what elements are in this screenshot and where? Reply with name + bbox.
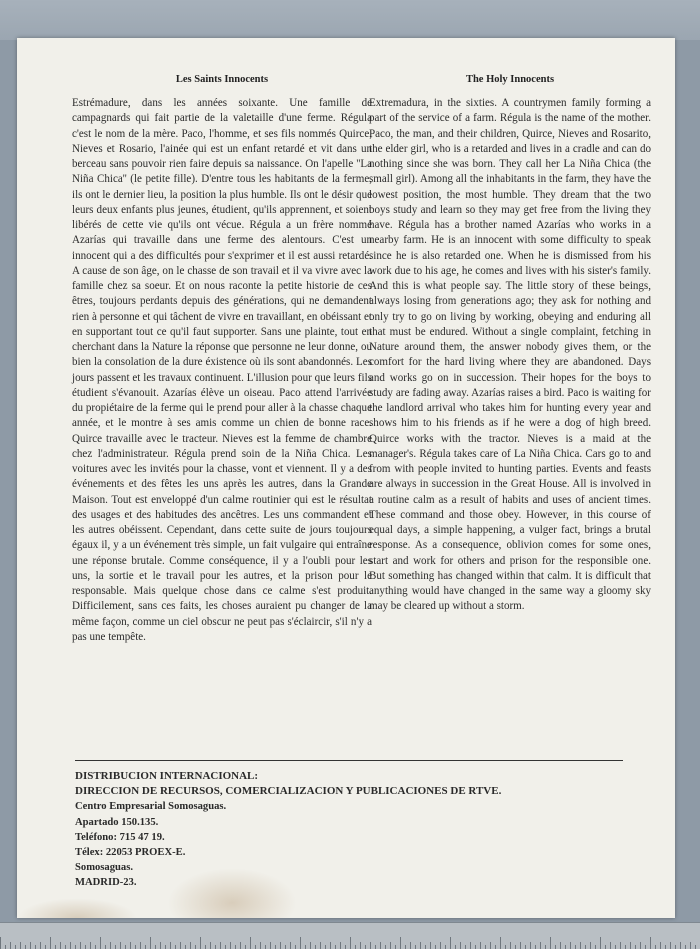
- ruler-tick: [320, 942, 321, 949]
- ruler-tick: [375, 945, 376, 949]
- document-sheet: [17, 38, 675, 918]
- ruler-tick: [145, 945, 146, 949]
- ruler-tick: [675, 945, 676, 949]
- ruler-tick: [365, 945, 366, 949]
- ruler-tick: [575, 945, 576, 949]
- ruler-tick: [280, 942, 281, 949]
- ruler-tick: [665, 945, 666, 949]
- ruler-tick: [65, 945, 66, 949]
- ruler-tick: [215, 945, 216, 949]
- ruler-tick: [255, 945, 256, 949]
- ruler-tick: [570, 942, 571, 949]
- ruler-tick: [35, 945, 36, 949]
- ruler-tick: [80, 942, 81, 949]
- ruler-tick: [140, 942, 141, 949]
- ruler-tick: [330, 942, 331, 949]
- ruler-tick: [445, 945, 446, 949]
- ruler-tick: [235, 945, 236, 949]
- ruler-tick: [505, 945, 506, 949]
- ruler-tick: [225, 945, 226, 949]
- ruler-tick: [395, 945, 396, 949]
- ruler-tick: [490, 942, 491, 949]
- ruler-tick: [465, 945, 466, 949]
- ruler-tick: [595, 945, 596, 949]
- ruler-tick: [540, 942, 541, 949]
- ruler-tick: [640, 942, 641, 949]
- ruler-tick: [45, 945, 46, 949]
- ruler-tick: [20, 942, 21, 949]
- ruler-tick: [530, 942, 531, 949]
- ruler-tick: [475, 945, 476, 949]
- ruler-tick: [380, 942, 381, 949]
- ruler-tick: [560, 942, 561, 949]
- ruler-tick: [10, 942, 11, 949]
- ruler-tick: [195, 945, 196, 949]
- ruler-tick: [400, 937, 401, 949]
- ruler-tick: [435, 945, 436, 949]
- ruler-tick: [370, 942, 371, 949]
- distribution-block: [75, 769, 635, 891]
- ruler-tick: [555, 945, 556, 949]
- ruler-tick: [510, 942, 511, 949]
- ruler-tick: [130, 942, 131, 949]
- left-column-body: Estrémadure, dans les années soixante. Une famille de campagnards qui fait partie de la valetaille d'une ferme. Régula c'est le nom de la mère. Paco, l'homme, et ses fils nommés Quirce, Nieves et Rosario, l'ainée qui est un enfant retardé et vit dans un berceau sans pouvoir rien faire depuis sa naissance. On l'apelle ''La Niña Chica'' (le petite fille). D'entre tous les habitants de la ferme, ils ont le dernier lieu, la position la plus humble. Ils ont le désir que leurs deux enfants plus jeunes, étudient, qu'ils apprennent, et soient libérés de cette vie qu'ils ont vécue. Régula a un frère nommé Azarías qui travaille dans une ferme des alentours. C'est un innocent qui a des difficultés pour s'exprimer et il est aussi retardé. A cause de son âge, on le chasse de son travail et il va vivre avec la famille chez sa soeur. Et on nous raconte la petite historie de ces êtres, toujours perdants depuis des générations, qui ne demandent rien à personne et qui tâchent de vivre en travaillant, en obéissant et en supportant tout ce qu'il faut supporter. Sans une plainte, tout en cherchant dans la Nature la réponse que personne ne leur donne, ou bien la consolation de la dure éxistence où ils sont abandonnés. Les jours passent et les travaux continuent. L'illusion pour que leurs fils étudient s'évanouit. Azarías élève un oiseau. Paco attend l'arrivée du propiétaire de la ferme qui le prend pour aller à la chasse chaque année, et le montre à ses amis comme un chien de bonne race. Quirce travaille avec le tracteur. Nieves est la femme de chambre chez l'administrateur. Régula prend soin de la Niña Chica. Les voitures avec les invités pour la chasse, vont et viennent. Il y a des événements et des fêtes les uns après les autres, dans la Grande Maison. Tout est enveloppé d'un calme routinier qui est le résultat des usages et des habitudes des ancêtres. Les uns commandent et les autres obéissent. Cependant, dans cette suite de jours toujours égaux il, y a un événement très simple, un fait vulgaire qui entraîne une réponse brutale. Comme conséquence, il y a l'oubli pour les uns, la sortie et le travail pour les autres, et la prison pour le responsable. Mais quelque chose dans ce calme s'est produit. Difficilement, sans ces faits, les choses auraient pu changer de la même façon, comme un ciel obscur ne peut pas s'éclaircir, s'il n'y a pas une tempête.: [72, 97, 372, 643]
- telex-line: Télex: 22053 PROEX-E.: [75, 847, 186, 859]
- ruler-tick: [430, 942, 431, 949]
- ruler-tick: [690, 942, 691, 949]
- ruler-tick: [325, 945, 326, 949]
- ruler-tick: [580, 942, 581, 949]
- ruler-tick: [695, 945, 696, 949]
- ruler-tick: [390, 942, 391, 949]
- ruler-tick: [335, 945, 336, 949]
- ruler-tick: [165, 945, 166, 949]
- address-line: Somosaguas.: [75, 862, 133, 874]
- ruler-tick: [15, 945, 16, 949]
- ruler-tick: [25, 945, 26, 949]
- ruler-tick: [240, 942, 241, 949]
- ruler-tick: [450, 937, 451, 949]
- ruler-tick: [260, 942, 261, 949]
- ruler-tick: [460, 942, 461, 949]
- ruler-tick: [455, 945, 456, 949]
- ruler-tick: [175, 945, 176, 949]
- ruler-tick: [620, 942, 621, 949]
- ruler-tick: [355, 945, 356, 949]
- ruler-tick: [200, 937, 201, 949]
- ruler-tick: [425, 945, 426, 949]
- ruler-tick: [630, 942, 631, 949]
- ruler-tick: [205, 945, 206, 949]
- ruler-tick: [350, 937, 351, 949]
- ruler: [0, 922, 700, 949]
- city-line: MADRID-23.: [75, 877, 137, 889]
- ruler-tick: [70, 942, 71, 949]
- ruler-tick: [500, 937, 501, 949]
- ruler-tick: [110, 942, 111, 949]
- ruler-tick: [275, 945, 276, 949]
- ruler-tick: [155, 945, 156, 949]
- ruler-tick: [600, 937, 601, 949]
- ruler-tick: [125, 945, 126, 949]
- ruler-tick: [385, 945, 386, 949]
- ruler-tick: [625, 945, 626, 949]
- background-board: [0, 0, 700, 40]
- ruler-tick: [230, 942, 231, 949]
- divider-line: [75, 760, 623, 761]
- ruler-tick: [520, 942, 521, 949]
- ruler-tick: [95, 945, 96, 949]
- ruler-tick: [270, 942, 271, 949]
- ruler-tick: [660, 942, 661, 949]
- ruler-tick: [525, 945, 526, 949]
- ruler-tick: [405, 945, 406, 949]
- ruler-tick: [480, 942, 481, 949]
- ruler-tick: [100, 937, 101, 949]
- ruler-tick: [85, 945, 86, 949]
- ruler-tick: [415, 945, 416, 949]
- right-column-body: Extremadura, in the sixties. A countrymen family forming a part of the service of a farm. Régula is the name of the mother. Paco, the man, and their children, Quirce, Nieves and Rosarito, the elder girl, who is a retarded and lives in a cradle and can do nothing since she was born. They call her La Niña Chica (the small girl). Among all the inhabitants in the farm, they have the lowest position, the most humble. They dream that the two boys study and learn so they may get free from the living they have. Régula has a brother named Azarías who works in a nearby farm. He is an innocent with some difficulty to speak since he is also retarded one. When he is dismissed from his work due to his age, he comes and lives with his sister's family. And this is what people say. The little story of these beings, always losing from generations ago; they ask for nothing and only try to go on living by working, obeying and enduring all that must be endured. Without a single complaint, fetching in Nature around them, the answer nobody gives them, or the comfort for the hard living where they are abandoned. Days and works go on in succession. Their hopes for the boys to study are fading away. Azarías raises a bird. Paco is waiting for the landlord arrival who takes him for hunting every year and shows him to his friends as if he were a dog of high breed. Quirce works with the tractor. Nieves is a maid at the manager's. Régula takes care of La Niña Chica. Cars go to and from with people invited to hunting parties. Events and feasts are always in succession in the Great House. All is involved in a routine calm as a result of habits and uses of ancient times. These command and those obey. However, in this course of equal days, a simple happening, a vulger fact, brings a brutal response. As a consequence, oblivion comes for some ones, start and work for others and prison for the responsible one. But something has changed within that calm. It is difficult that anything would have changed in the same way a gloomy sky may be cleared up without a storm.: [369, 97, 651, 613]
- ruler-tick: [470, 942, 471, 949]
- left-column-title: Les Saints Innocents: [175, 74, 269, 85]
- right-column-title: The Holy Innocents: [465, 74, 555, 85]
- ruler-tick: [300, 937, 301, 949]
- ruler-tick: [635, 945, 636, 949]
- ruler-tick: [420, 942, 421, 949]
- paper-stain: [17, 898, 137, 918]
- ruler-tick: [105, 945, 106, 949]
- ruler-tick: [615, 945, 616, 949]
- ruler-tick: [160, 942, 161, 949]
- ruler-tick: [290, 942, 291, 949]
- ruler-tick: [410, 942, 411, 949]
- ruler-tick: [0, 937, 1, 949]
- ruler-tick: [265, 945, 266, 949]
- ruler-tick: [535, 945, 536, 949]
- ruler-tick: [245, 945, 246, 949]
- ruler-tick: [30, 942, 31, 949]
- ruler-tick: [135, 945, 136, 949]
- address-line: Centro Empresarial Somosaguas.: [75, 801, 227, 813]
- ruler-tick: [360, 942, 361, 949]
- ruler-tick: [60, 942, 61, 949]
- ruler-tick: [75, 945, 76, 949]
- ruler-tick: [120, 942, 121, 949]
- ruler-tick: [55, 945, 56, 949]
- ruler-tick: [345, 945, 346, 949]
- ruler-tick: [115, 945, 116, 949]
- ruler-tick: [305, 945, 306, 949]
- ruler-tick: [515, 945, 516, 949]
- ruler-tick: [645, 945, 646, 949]
- ruler-tick: [610, 942, 611, 949]
- ruler-tick: [210, 942, 211, 949]
- ruler-tick: [495, 945, 496, 949]
- ruler-tick: [40, 942, 41, 949]
- ruler-tick: [585, 945, 586, 949]
- ruler-tick: [295, 945, 296, 949]
- ruler-tick: [190, 942, 191, 949]
- ruler-tick: [440, 942, 441, 949]
- ruler-tick: [650, 937, 651, 949]
- ruler-tick: [550, 937, 551, 949]
- ruler-tick: [180, 942, 181, 949]
- ruler-tick: [150, 937, 151, 949]
- ruler-tick: [315, 945, 316, 949]
- ruler-tick: [170, 942, 171, 949]
- ruler-tick: [90, 942, 91, 949]
- ruler-tick: [670, 942, 671, 949]
- ruler-tick: [565, 945, 566, 949]
- ruler-tick: [655, 945, 656, 949]
- ruler-tick: [50, 937, 51, 949]
- ruler-tick: [185, 945, 186, 949]
- ruler-tick: [5, 945, 6, 949]
- ruler-tick: [220, 942, 221, 949]
- distributor-name: DIRECCION DE RECURSOS, COMERCIALIZACION Y PUBLICACIONES DE RTVE.: [75, 785, 502, 798]
- distribution-heading: DISTRIBUCION INTERNACIONAL:: [75, 770, 259, 782]
- ruler-tick: [310, 942, 311, 949]
- ruler-tick: [250, 937, 251, 949]
- ruler-tick: [590, 942, 591, 949]
- ruler-tick: [545, 945, 546, 949]
- ruler-tick: [485, 945, 486, 949]
- ruler-tick: [605, 945, 606, 949]
- ruler-tick: [685, 945, 686, 949]
- ruler-tick: [680, 942, 681, 949]
- ruler-tick: [285, 945, 286, 949]
- phone-line: Teléfono: 715 47 19.: [75, 831, 165, 843]
- address-line: Apartado 150.135.: [75, 816, 159, 828]
- ruler-tick: [340, 942, 341, 949]
